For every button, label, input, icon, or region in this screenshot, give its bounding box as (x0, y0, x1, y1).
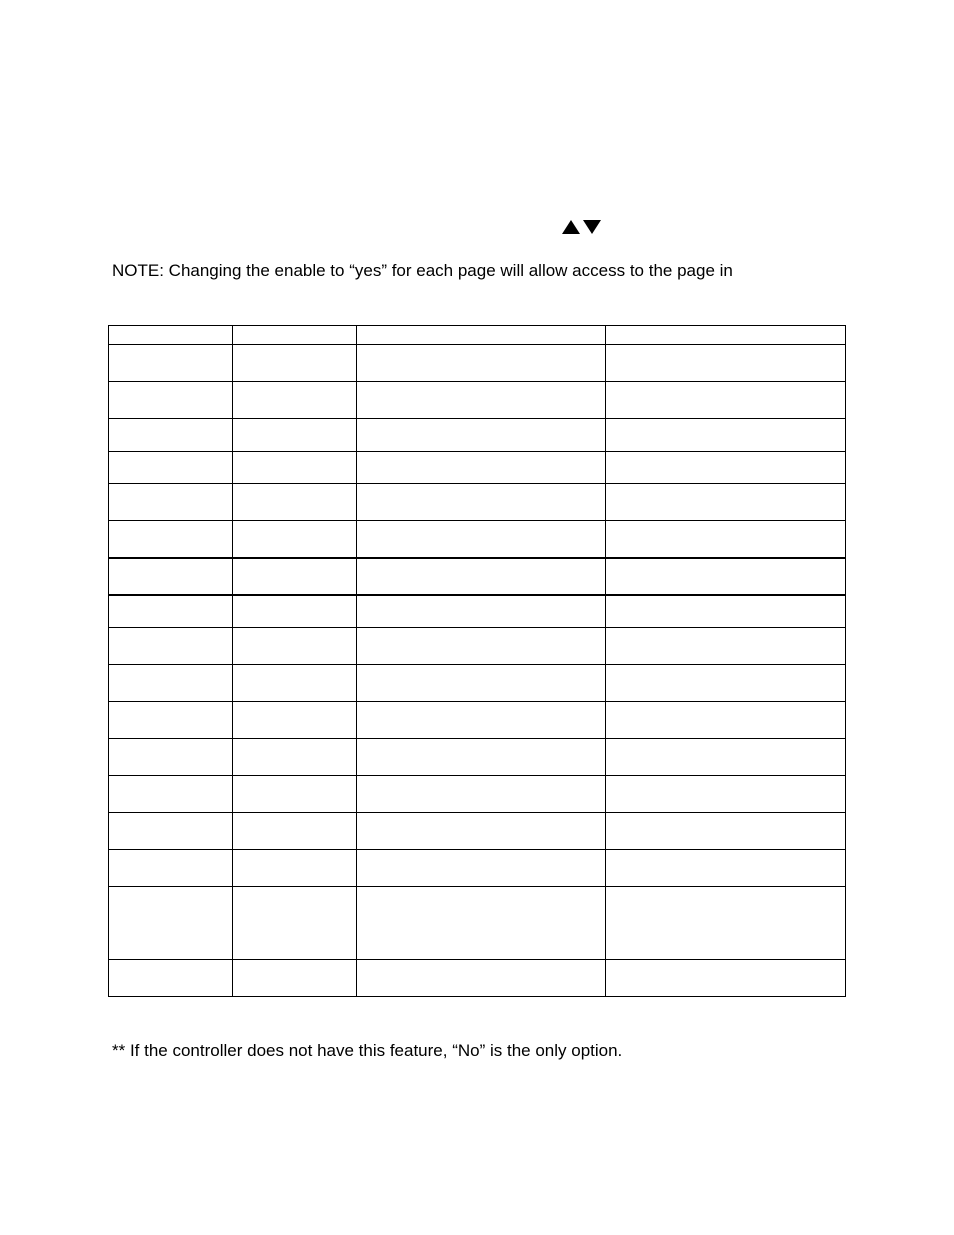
page-enable-table (108, 325, 846, 997)
table-cell (109, 960, 233, 997)
table-row (109, 960, 846, 997)
table-cell (606, 665, 846, 702)
table-row (109, 665, 846, 702)
table-cell (233, 628, 357, 665)
table-row (109, 521, 846, 558)
table-cell (233, 419, 357, 452)
table-cell (109, 739, 233, 776)
table-cell (606, 558, 846, 595)
table-cell (233, 776, 357, 813)
table-cell (109, 887, 233, 960)
table-cell (357, 739, 606, 776)
table-row (109, 776, 846, 813)
table-cell (233, 813, 357, 850)
table-cell (357, 665, 606, 702)
table-cell (109, 628, 233, 665)
table-cell (606, 595, 846, 628)
table-cell (233, 887, 357, 960)
table-cell (357, 776, 606, 813)
table-cell (357, 702, 606, 739)
table-row (109, 702, 846, 739)
table-cell (109, 345, 233, 382)
table-cell (606, 419, 846, 452)
table-cell (233, 345, 357, 382)
table-cell (233, 382, 357, 419)
header-cell (606, 326, 846, 345)
table-cell (357, 960, 606, 997)
table-cell (357, 887, 606, 960)
table-row (109, 850, 846, 887)
table-cell (357, 813, 606, 850)
table-cell (606, 484, 846, 521)
table-cell (109, 452, 233, 484)
header-cell (233, 326, 357, 345)
table-cell (606, 382, 846, 419)
table-row (109, 452, 846, 484)
table-cell (109, 850, 233, 887)
table-cell (357, 595, 606, 628)
table-cell (606, 452, 846, 484)
table-cell (233, 484, 357, 521)
table-cell (357, 521, 606, 558)
table-cell (606, 850, 846, 887)
triangle-up-icon (562, 220, 580, 234)
table-cell (233, 558, 357, 595)
header-cell (109, 326, 233, 345)
note-text: NOTE: Changing the enable to “yes” for each page will allow access to the page in (112, 261, 733, 280)
table-cell (357, 452, 606, 484)
table-cell (233, 452, 357, 484)
table-cell (233, 739, 357, 776)
header-cell (357, 326, 606, 345)
table-row (109, 558, 846, 595)
table-cell (357, 419, 606, 452)
table-cell (357, 382, 606, 419)
table-cell (357, 628, 606, 665)
table-row (109, 595, 846, 628)
table-cell (606, 960, 846, 997)
table-row (109, 887, 846, 960)
table-row (109, 739, 846, 776)
table-header-row (109, 326, 846, 345)
table-cell (109, 558, 233, 595)
table-cell (357, 850, 606, 887)
table-row (109, 628, 846, 665)
table-row (109, 419, 846, 452)
table-row (109, 813, 846, 850)
table-cell (109, 484, 233, 521)
table-cell (233, 702, 357, 739)
table-cell (109, 595, 233, 628)
table-cell (233, 595, 357, 628)
footnote-text: ** If the controller does not have this feature, “No” is the only option. (112, 1041, 623, 1060)
table-cell (606, 702, 846, 739)
table-cell (109, 521, 233, 558)
table-cell (233, 521, 357, 558)
table-cell (357, 558, 606, 595)
table-cell (109, 382, 233, 419)
table-cell (357, 484, 606, 521)
table-row (109, 382, 846, 419)
up-down-arrow-icons (561, 219, 603, 235)
table-cell (109, 776, 233, 813)
table-cell (233, 960, 357, 997)
table-cell (109, 665, 233, 702)
table-cell (606, 776, 846, 813)
table-cell (606, 739, 846, 776)
table-cell (233, 850, 357, 887)
triangle-down-icon (583, 220, 601, 234)
table-cell (109, 419, 233, 452)
table-cell (606, 887, 846, 960)
table-cell (606, 521, 846, 558)
table-row (109, 345, 846, 382)
table-cell (109, 702, 233, 739)
table-cell (233, 665, 357, 702)
table-row (109, 484, 846, 521)
table-cell (606, 813, 846, 850)
table-cell (606, 345, 846, 382)
table-cell (357, 345, 606, 382)
table-cell (109, 813, 233, 850)
table-cell (606, 628, 846, 665)
